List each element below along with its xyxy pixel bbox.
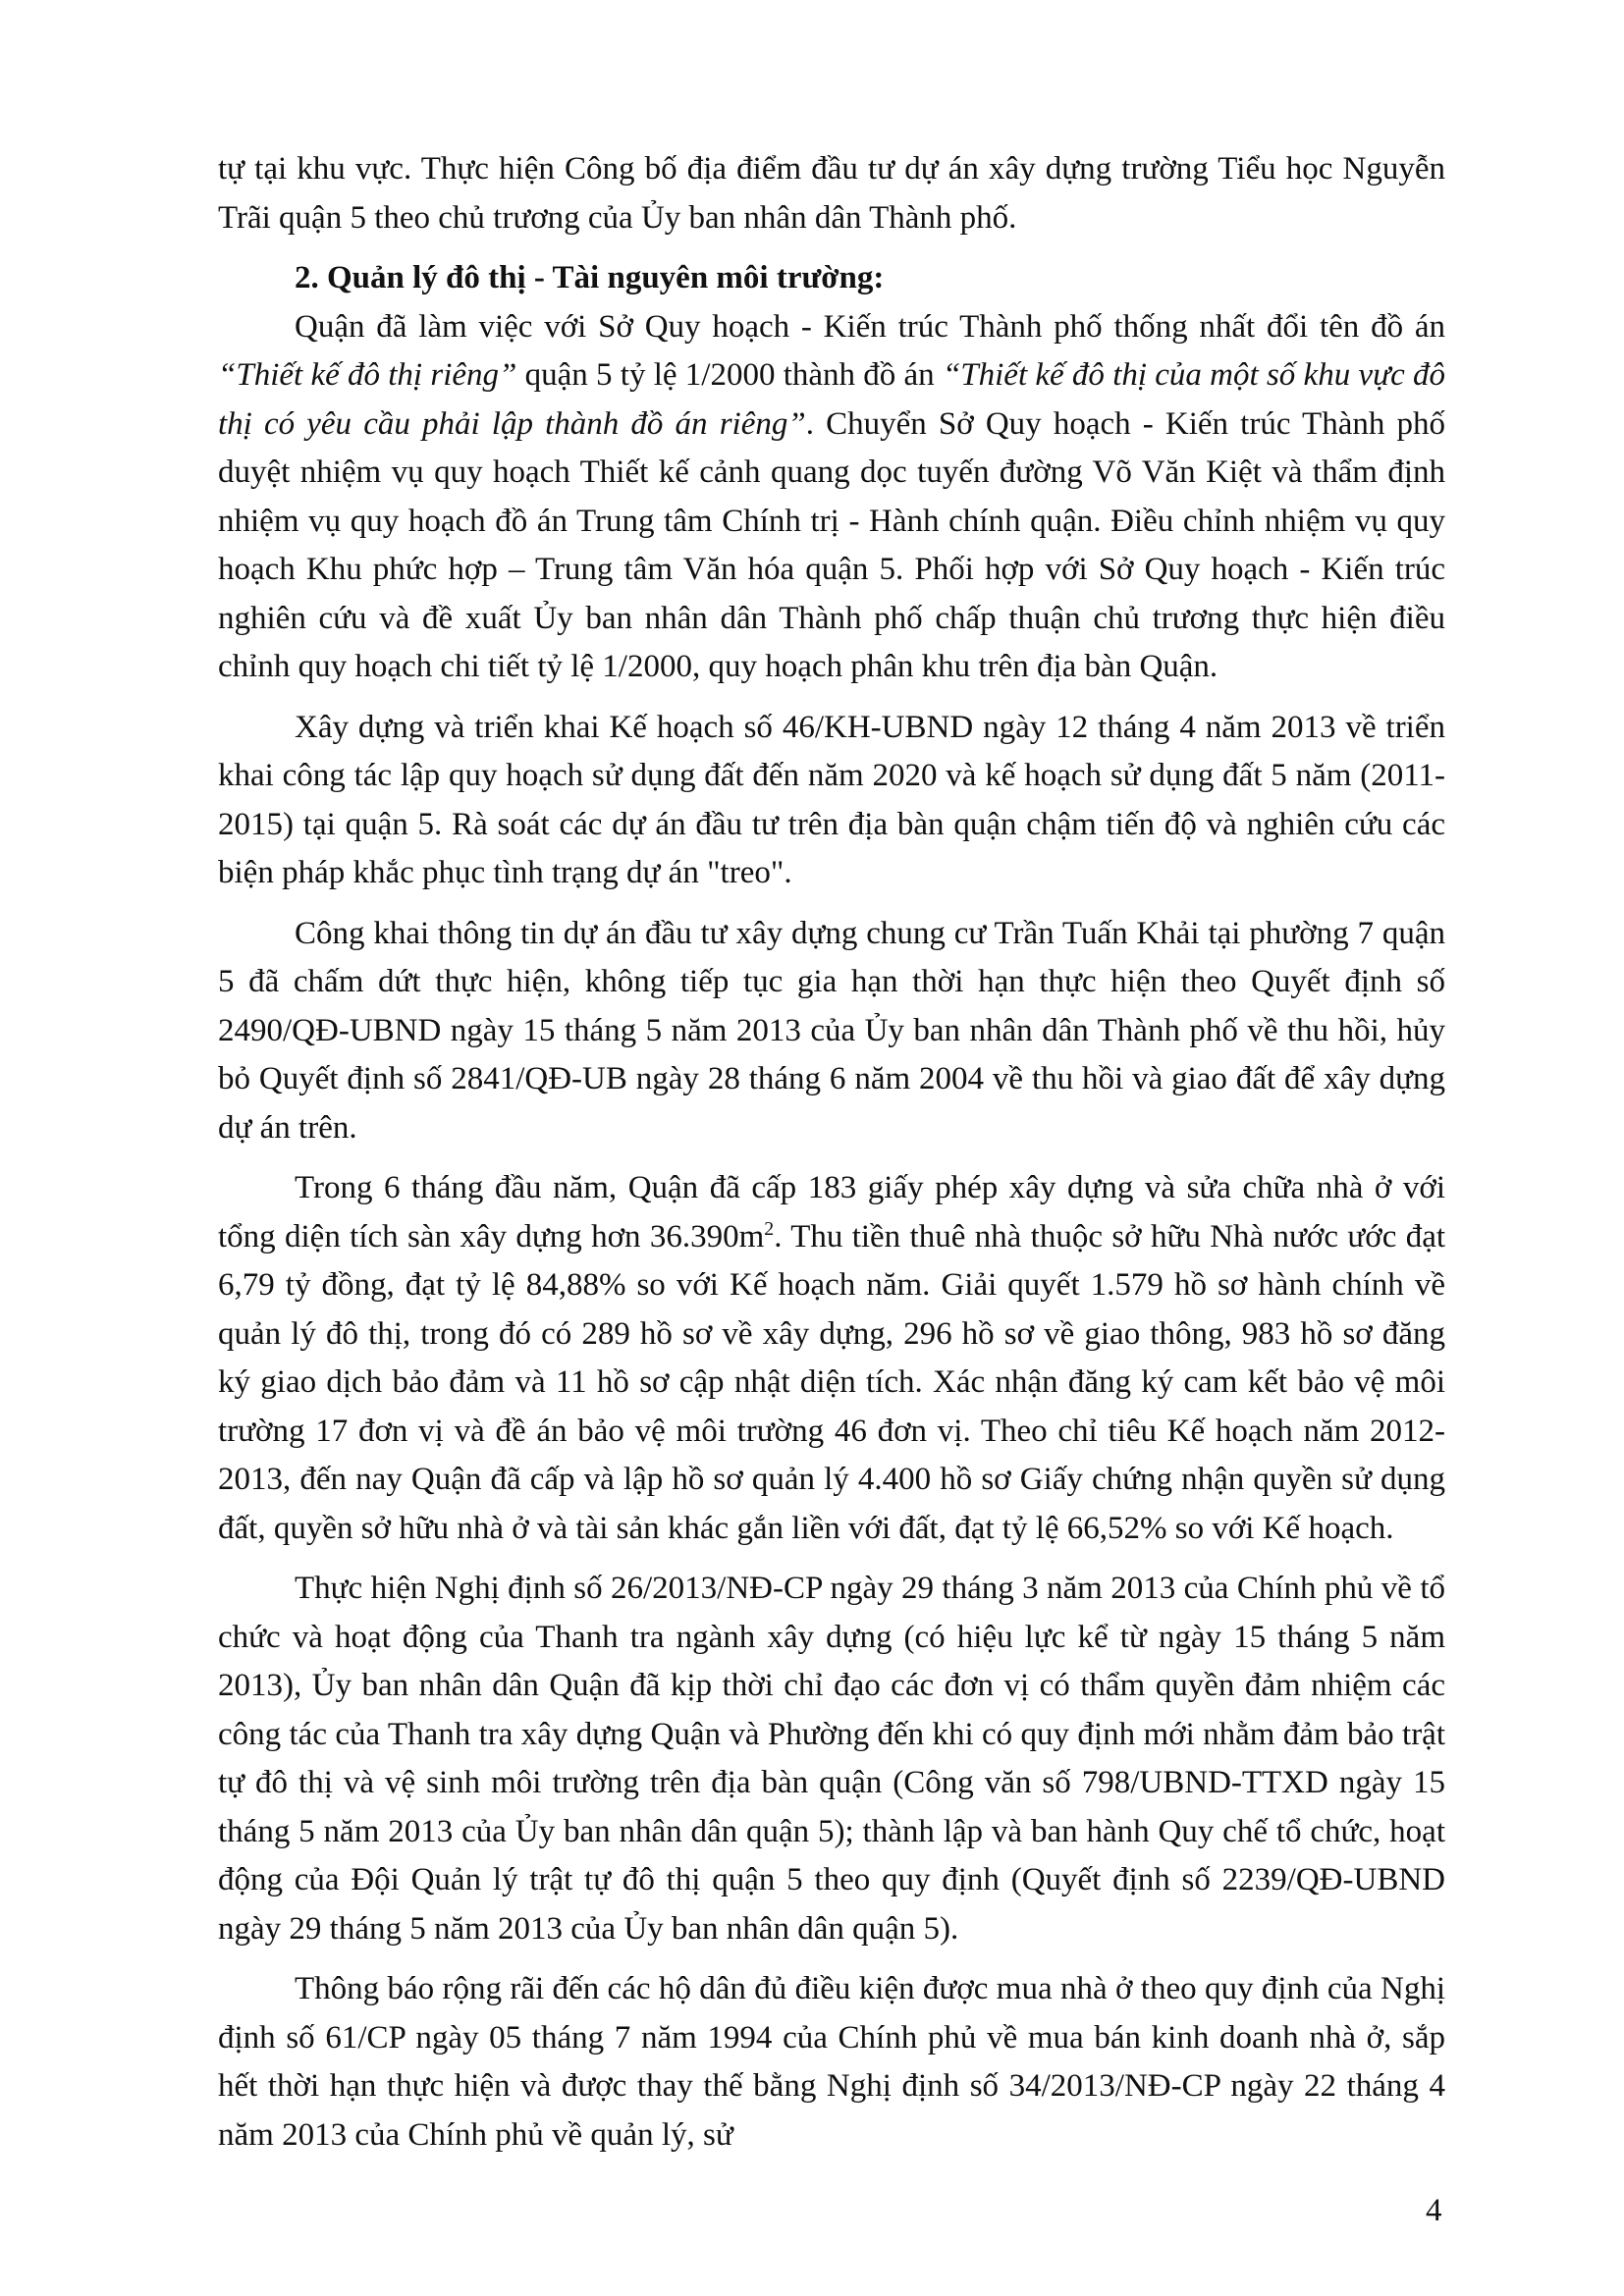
text-run: quận 5 tỷ lệ 1/2000 thành đồ án: [516, 357, 943, 393]
text-run: Trong 6 tháng đầu năm, Quận đã cấp 183 giấy phép xây dựng và sửa chữa nhà ở với tổng diện tích sàn xây dựng hơn 36.390m: [218, 1170, 1445, 1255]
section-heading: 2. Quản lý đô thị - Tài nguyên môi trường:: [295, 260, 885, 295]
paragraph-construction-inspection: Thực hiện Nghị định số 26/2013/NĐ-CP ngày 29 tháng 3 năm 2013 của Chính phủ về tổ chức và hoạt động của Thanh tra ngành xây dựng (có hiệu lực kể từ ngày 15 tháng 5 năm 2013), Ủy ban nhân dân Quận đã kịp thời chỉ đạo các đơn vị có thẩm quyền đảm nhiệm các công tác của Thanh tra xây dựng Quận và Phường đến khi có quy định mới nhằm đảm bảo trật tự đô thị và vệ sinh môi trường trên địa bàn quận (Công văn số 798/UBND-TTXD ngày 15 tháng 5 năm 2013 của Ủy ban nhân dân quận 5); thành lập và ban hành Quy chế tổ chức, hoạt động của Đội Quản lý trật tự đô thị quận 5 theo quy định (Quyết định số 2239/QĐ-UBND ngày 29 tháng 5 năm 2013 của Ủy ban nhân dân quận 5).: [218, 1571, 1445, 1947]
paragraph-apartment-project: Công khai thông tin dự án đầu tư xây dựng chung cư Trần Tuấn Khải tại phường 7 quận 5 đã chấm dứt thực hiện, không tiếp tục gia hạn thời hạn thực hiện theo Quyết định số 2490/QĐ-UBND ngày 15 tháng 5 năm 2013 của Ủy ban nhân dân Thành phố về thu hồi, hủy bỏ Quyết định số 2841/QĐ-UB ngày 28 tháng 6 năm 2004 về thu hồi và giao đất để xây dựng dự án trên.: [218, 915, 1445, 1146]
superscript: 2: [764, 1217, 775, 1240]
text-run: . Thu tiền thuê nhà thuộc sở hữu Nhà nước ước đạt 6,79 tỷ đồng, đạt tỷ lệ 84,88% so với Kế hoạch năm. Giải quyết 1.579 hồ sơ hành chính về quản lý đô thị, trong đó có 289 hồ sơ về xây dựng, 296 hồ sơ về giao thông, 983 hồ sơ đăng ký giao dịch bảo đảm và 11 hồ sơ cập nhật diện tích. Xác nhận đăng ký cam kết bảo vệ môi trường 17 đơn vị và đề án bảo vệ môi trường 46 đơn vị. Theo chỉ tiêu Kế hoạch năm 2012-2013, đến nay Quận đã cấp và lập hồ sơ quản lý 4.400 hồ sơ Giấy chứng nhận quyền sử dụng đất, quyền sở hữu nhà ở và tài sản khác gắn liền với đất, đạt tỷ lệ 66,52% so với Kế hoạch.: [218, 1218, 1446, 1546]
italic-project-name: “Thiết kế đô thị của một số khu vực đô thị có yêu cầu phải lập thành đồ án riêng”: [218, 357, 1445, 442]
document-body: [218, 145, 1445, 2171]
text-run: . Chuyển Sở Quy hoạch - Kiến trúc Thành phố duyệt nhiệm vụ quy hoạch Thiết kế cảnh quang dọc tuyến đường Võ Văn Kiệt và thẩm định nhiệm vụ quy hoạch đồ án Trung tâm Chính trị - Hành chính quận. Điều chỉnh nhiệm vụ quy hoạch Khu phức hợp – Trung tâm Văn hóa quận 5. Phối hợp với Sở Quy hoạch - Kiến trúc nghiên cứu và đề xuất Ủy ban nhân dân Thành phố chấp thuận chủ trương thực hiện điều chỉnh quy hoạch chi tiết tỷ lệ 1/2000, quy hoạch phân khu trên địa bàn Quận.: [218, 405, 1445, 684]
paragraph-housing-notice: Thông báo rộng rãi đến các hộ dân đủ điều kiện được mua nhà ở theo quy định của Nghị định số 61/CP ngày 05 tháng 7 năm 1994 của Chính phủ về mua bán kinh doanh nhà ở, sắp hết thời hạn thực hiện và được thay thế bằng Nghị định số 34/2013/NĐ-CP ngày 22 tháng 4 năm 2013 của Chính phủ về quản lý, sử: [218, 1971, 1445, 2153]
italic-project-name: “Thiết kế đô thị riêng”: [218, 357, 517, 393]
paragraph-urban-planning: [218, 303, 1445, 692]
paragraph-construction-permits: [218, 1164, 1445, 1553]
page-number: 4: [1426, 2193, 1442, 2228]
text-run: Quận đã làm việc với Sở Quy hoạch - Kiến trúc Thành phố thống nhất đổi tên đồ án: [295, 308, 1445, 345]
paragraph-continuation: tự tại khu vực. Thực hiện Công bố địa điểm đầu tư dự án xây dựng trường Tiểu học Nguyễn Trãi quận 5 theo chủ trương của Ủy ban nhân dân Thành phố.: [218, 151, 1445, 236]
paragraph-land-use-plan: Xây dựng và triển khai Kế hoạch số 46/KH-UBND ngày 12 tháng 4 năm 2013 về triển khai công tác lập quy hoạch sử dụng đất đến năm 2020 và kế hoạch sử dụng đất 5 năm (2011-2015) tại quận 5. Rà soát các dự án đầu tư trên địa bàn quận chậm tiến độ và nghiên cứu các biện pháp khắc phục tình trạng dự án "treo".: [218, 709, 1445, 890]
